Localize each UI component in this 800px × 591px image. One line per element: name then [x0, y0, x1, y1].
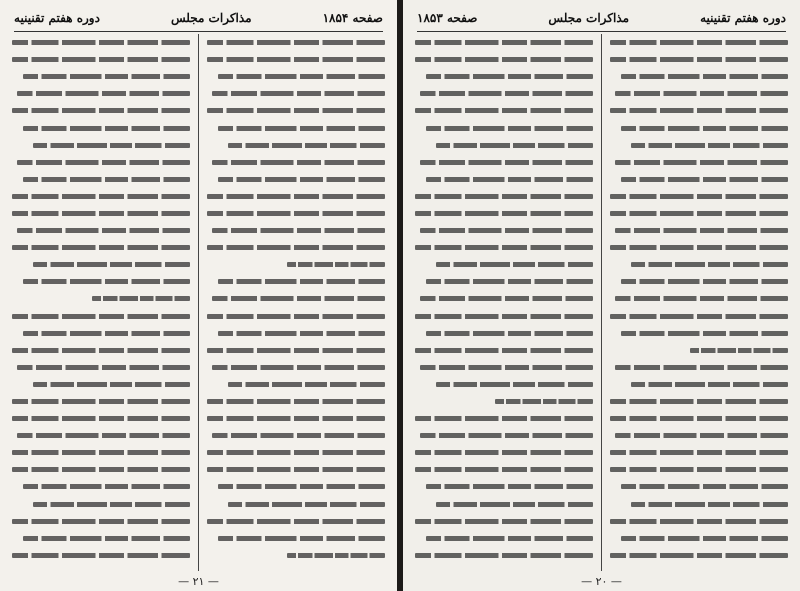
text-line: [610, 410, 788, 427]
text-line-placeholder: [495, 399, 593, 404]
text-line-placeholder: [426, 331, 593, 336]
text-line-placeholder: [212, 296, 385, 301]
text-line: [12, 171, 190, 188]
text-line: [207, 478, 385, 495]
text-line: [610, 188, 788, 205]
text-line: [12, 154, 190, 171]
text-line-placeholder: [17, 160, 190, 165]
text-line: [415, 119, 593, 136]
text-line-placeholder: [415, 348, 593, 353]
text-line-placeholder: [415, 553, 593, 558]
text-line: [415, 308, 593, 325]
text-line: [415, 427, 593, 444]
text-line: [12, 85, 190, 102]
text-line-placeholder: [212, 365, 385, 370]
text-line-placeholder: [415, 314, 593, 319]
right-page: [403, 0, 800, 591]
text-line: [12, 410, 190, 427]
text-line: [415, 478, 593, 495]
text-line-placeholder: [610, 519, 788, 524]
text-line-placeholder: [92, 296, 190, 301]
text-line-placeholder: [426, 279, 593, 284]
text-line: [207, 461, 385, 478]
text-line: [415, 256, 593, 273]
text-line-placeholder: [17, 91, 190, 96]
text-line-placeholder: [615, 91, 788, 96]
text-line-placeholder: [415, 467, 593, 472]
text-line-placeholder: [615, 228, 788, 233]
text-line: [207, 547, 385, 564]
text-line: [415, 393, 593, 410]
text-line-placeholder: [415, 108, 593, 113]
text-line: [12, 68, 190, 85]
text-line-placeholder: [12, 450, 190, 455]
text-line-placeholder: [415, 194, 593, 199]
text-line-placeholder: [610, 416, 788, 421]
text-line-placeholder: [228, 382, 385, 387]
text-line-placeholder: [610, 211, 788, 216]
text-line: [12, 137, 190, 154]
text-line-placeholder: [287, 262, 385, 267]
text-line-placeholder: [207, 467, 385, 472]
text-line-placeholder: [12, 553, 190, 558]
text-line-placeholder: [436, 502, 593, 507]
text-line-placeholder: [218, 279, 385, 284]
text-line: [610, 154, 788, 171]
text-line-placeholder: [17, 228, 190, 233]
text-line: [12, 359, 190, 376]
text-line: [415, 102, 593, 119]
text-line: [207, 308, 385, 325]
column-divider: [601, 34, 602, 571]
text-line: [207, 393, 385, 410]
right-page-title: مذاکرات مجلس: [548, 11, 630, 25]
text-line: [12, 376, 190, 393]
text-line: [610, 342, 788, 359]
text-line-placeholder: [228, 502, 385, 507]
text-line: [610, 222, 788, 239]
right-session-label: دوره هفتم تقنينيه: [700, 11, 786, 25]
text-line-placeholder: [426, 74, 593, 79]
text-line-placeholder: [426, 126, 593, 131]
left-page: [0, 0, 397, 591]
text-line-placeholder: [426, 484, 593, 489]
text-line: [12, 530, 190, 547]
text-line: [415, 171, 593, 188]
text-line: [415, 34, 593, 51]
text-line: [207, 496, 385, 513]
text-line-placeholder: [426, 536, 593, 541]
text-line-placeholder: [415, 519, 593, 524]
text-line: [415, 239, 593, 256]
text-line-placeholder: [12, 519, 190, 524]
text-line-placeholder: [23, 484, 190, 489]
text-line-placeholder: [610, 314, 788, 319]
text-line-placeholder: [207, 399, 385, 404]
text-line: [207, 154, 385, 171]
text-line: [610, 256, 788, 273]
text-line-placeholder: [207, 211, 385, 216]
text-line: [415, 325, 593, 342]
text-line: [12, 256, 190, 273]
text-line: [207, 85, 385, 102]
text-line-placeholder: [420, 228, 593, 233]
text-line-placeholder: [610, 245, 788, 250]
text-line-placeholder: [631, 143, 788, 148]
text-line-placeholder: [12, 245, 190, 250]
text-line: [610, 444, 788, 461]
right-page-left-column: [415, 34, 593, 571]
text-line-placeholder: [12, 194, 190, 199]
text-line-placeholder: [228, 143, 385, 148]
text-line: [12, 188, 190, 205]
text-line: [610, 530, 788, 547]
text-line-placeholder: [610, 399, 788, 404]
text-line-placeholder: [12, 211, 190, 216]
text-line-placeholder: [420, 160, 593, 165]
text-line-placeholder: [436, 382, 593, 387]
text-line-placeholder: [207, 314, 385, 319]
text-line-placeholder: [12, 467, 190, 472]
text-line: [207, 325, 385, 342]
text-line-placeholder: [207, 519, 385, 524]
text-line-placeholder: [207, 348, 385, 353]
text-line: [12, 290, 190, 307]
text-line: [207, 222, 385, 239]
text-line: [207, 513, 385, 530]
text-line-placeholder: [12, 40, 190, 45]
text-line: [610, 461, 788, 478]
text-line-placeholder: [287, 553, 385, 558]
left-page-left-column: [12, 34, 190, 571]
text-line: [610, 239, 788, 256]
text-line-placeholder: [212, 228, 385, 233]
text-line: [12, 239, 190, 256]
text-line-placeholder: [212, 91, 385, 96]
text-line-placeholder: [415, 211, 593, 216]
text-line: [415, 496, 593, 513]
text-line: [610, 102, 788, 119]
text-line: [12, 222, 190, 239]
text-line-placeholder: [12, 57, 190, 62]
text-line: [12, 513, 190, 530]
text-line-placeholder: [610, 57, 788, 62]
text-line-placeholder: [420, 365, 593, 370]
text-line-placeholder: [212, 433, 385, 438]
text-line-placeholder: [436, 143, 593, 148]
text-line: [610, 393, 788, 410]
text-line: [415, 342, 593, 359]
right-page-body: [415, 34, 788, 571]
text-line: [207, 342, 385, 359]
text-line-placeholder: [207, 194, 385, 199]
text-line: [415, 290, 593, 307]
text-line-placeholder: [207, 416, 385, 421]
text-line: [415, 154, 593, 171]
text-line: [207, 34, 385, 51]
text-line: [12, 325, 190, 342]
text-line: [207, 188, 385, 205]
text-line-placeholder: [218, 126, 385, 131]
text-line: [610, 119, 788, 136]
text-line: [12, 342, 190, 359]
text-line: [12, 273, 190, 290]
text-line: [610, 325, 788, 342]
text-line-placeholder: [610, 467, 788, 472]
text-line-placeholder: [415, 57, 593, 62]
text-line: [12, 547, 190, 564]
right-page-right-column: [610, 34, 788, 571]
text-line: [207, 273, 385, 290]
text-line: [415, 359, 593, 376]
text-line-placeholder: [218, 177, 385, 182]
text-line: [610, 273, 788, 290]
text-line: [12, 308, 190, 325]
text-line: [610, 171, 788, 188]
right-page-number: — ۲۰ —: [581, 575, 622, 588]
text-line: [415, 376, 593, 393]
text-line: [12, 427, 190, 444]
text-line: [610, 376, 788, 393]
text-line: [207, 102, 385, 119]
text-line-placeholder: [621, 536, 788, 541]
text-line-placeholder: [615, 296, 788, 301]
text-line: [610, 205, 788, 222]
text-line-placeholder: [33, 143, 190, 148]
text-line: [12, 393, 190, 410]
text-line-placeholder: [426, 177, 593, 182]
text-line: [610, 51, 788, 68]
text-line-placeholder: [615, 160, 788, 165]
text-line-placeholder: [17, 365, 190, 370]
text-line-placeholder: [23, 331, 190, 336]
text-line: [610, 137, 788, 154]
text-line: [207, 427, 385, 444]
text-line: [207, 376, 385, 393]
text-line-placeholder: [621, 279, 788, 284]
text-line-placeholder: [415, 40, 593, 45]
text-line: [415, 513, 593, 530]
text-line: [415, 461, 593, 478]
text-line-placeholder: [615, 365, 788, 370]
text-line-placeholder: [12, 108, 190, 113]
text-line: [207, 137, 385, 154]
text-line-placeholder: [23, 279, 190, 284]
text-line: [207, 205, 385, 222]
text-line: [12, 34, 190, 51]
text-line: [207, 410, 385, 427]
text-line: [12, 119, 190, 136]
text-line: [12, 496, 190, 513]
text-line-placeholder: [415, 450, 593, 455]
text-line-placeholder: [218, 536, 385, 541]
left-page-body: [12, 34, 385, 571]
text-line: [610, 290, 788, 307]
text-line: [415, 51, 593, 68]
text-line-placeholder: [23, 126, 190, 131]
text-line-placeholder: [631, 262, 788, 267]
text-line-placeholder: [23, 536, 190, 541]
text-line: [415, 444, 593, 461]
text-line-placeholder: [207, 57, 385, 62]
text-line-placeholder: [218, 74, 385, 79]
text-line: [207, 290, 385, 307]
text-line: [12, 478, 190, 495]
text-line: [207, 359, 385, 376]
text-line-placeholder: [17, 433, 190, 438]
text-line-placeholder: [207, 40, 385, 45]
text-line-placeholder: [207, 108, 385, 113]
text-line-placeholder: [415, 245, 593, 250]
text-line: [415, 188, 593, 205]
text-line-placeholder: [207, 450, 385, 455]
text-line-placeholder: [610, 108, 788, 113]
text-line-placeholder: [621, 331, 788, 336]
text-line: [610, 427, 788, 444]
text-line-placeholder: [33, 382, 190, 387]
text-line-placeholder: [212, 160, 385, 165]
left-page-number: — ۲۱ —: [178, 575, 219, 588]
text-line: [610, 478, 788, 495]
text-line-placeholder: [23, 74, 190, 79]
text-line: [415, 68, 593, 85]
text-line: [415, 547, 593, 564]
text-line: [610, 513, 788, 530]
right-page-header: [417, 8, 786, 32]
text-line: [207, 51, 385, 68]
text-line-placeholder: [615, 433, 788, 438]
text-line-placeholder: [631, 502, 788, 507]
text-line: [610, 85, 788, 102]
text-line-placeholder: [420, 296, 593, 301]
text-line-placeholder: [690, 348, 788, 353]
left-page-header: [14, 8, 383, 32]
text-line-placeholder: [218, 331, 385, 336]
text-line-placeholder: [610, 40, 788, 45]
text-line: [610, 496, 788, 513]
left-page-title: مذاکرات مجلس: [170, 11, 252, 25]
text-line: [415, 410, 593, 427]
text-line-placeholder: [12, 314, 190, 319]
text-line: [610, 547, 788, 564]
text-line-placeholder: [621, 177, 788, 182]
text-line-placeholder: [12, 416, 190, 421]
text-line-placeholder: [621, 74, 788, 79]
text-line: [12, 461, 190, 478]
text-line: [610, 34, 788, 51]
text-line: [207, 444, 385, 461]
text-line-placeholder: [610, 553, 788, 558]
text-line: [415, 222, 593, 239]
right-page-label: صفحه ۱۸۵۳: [417, 11, 478, 25]
left-session-label: دوره هفتم تقنينيه: [14, 11, 100, 25]
left-page-label: صفحه ۱۸۵۴: [322, 11, 383, 25]
text-line: [415, 273, 593, 290]
column-divider: [198, 34, 199, 571]
text-line-placeholder: [415, 416, 593, 421]
left-page-right-column: [207, 34, 385, 571]
text-line-placeholder: [631, 382, 788, 387]
text-line: [610, 359, 788, 376]
text-line: [207, 171, 385, 188]
text-line: [207, 119, 385, 136]
text-line: [207, 530, 385, 547]
text-line: [12, 205, 190, 222]
text-line-placeholder: [610, 194, 788, 199]
text-line-placeholder: [33, 502, 190, 507]
text-line-placeholder: [621, 484, 788, 489]
text-line-placeholder: [207, 245, 385, 250]
text-line: [12, 444, 190, 461]
text-line-placeholder: [420, 91, 593, 96]
text-line: [610, 308, 788, 325]
text-line-placeholder: [610, 450, 788, 455]
text-line-placeholder: [12, 348, 190, 353]
text-line: [415, 85, 593, 102]
text-line: [415, 205, 593, 222]
text-line: [12, 51, 190, 68]
text-line: [610, 68, 788, 85]
text-line: [12, 102, 190, 119]
text-line: [207, 68, 385, 85]
text-line: [207, 239, 385, 256]
text-line-placeholder: [420, 433, 593, 438]
text-line: [415, 137, 593, 154]
text-line-placeholder: [436, 262, 593, 267]
text-line-placeholder: [23, 177, 190, 182]
text-line: [207, 256, 385, 273]
text-line-placeholder: [33, 262, 190, 267]
text-line-placeholder: [621, 126, 788, 131]
text-line-placeholder: [218, 484, 385, 489]
text-line-placeholder: [12, 399, 190, 404]
text-line: [415, 530, 593, 547]
